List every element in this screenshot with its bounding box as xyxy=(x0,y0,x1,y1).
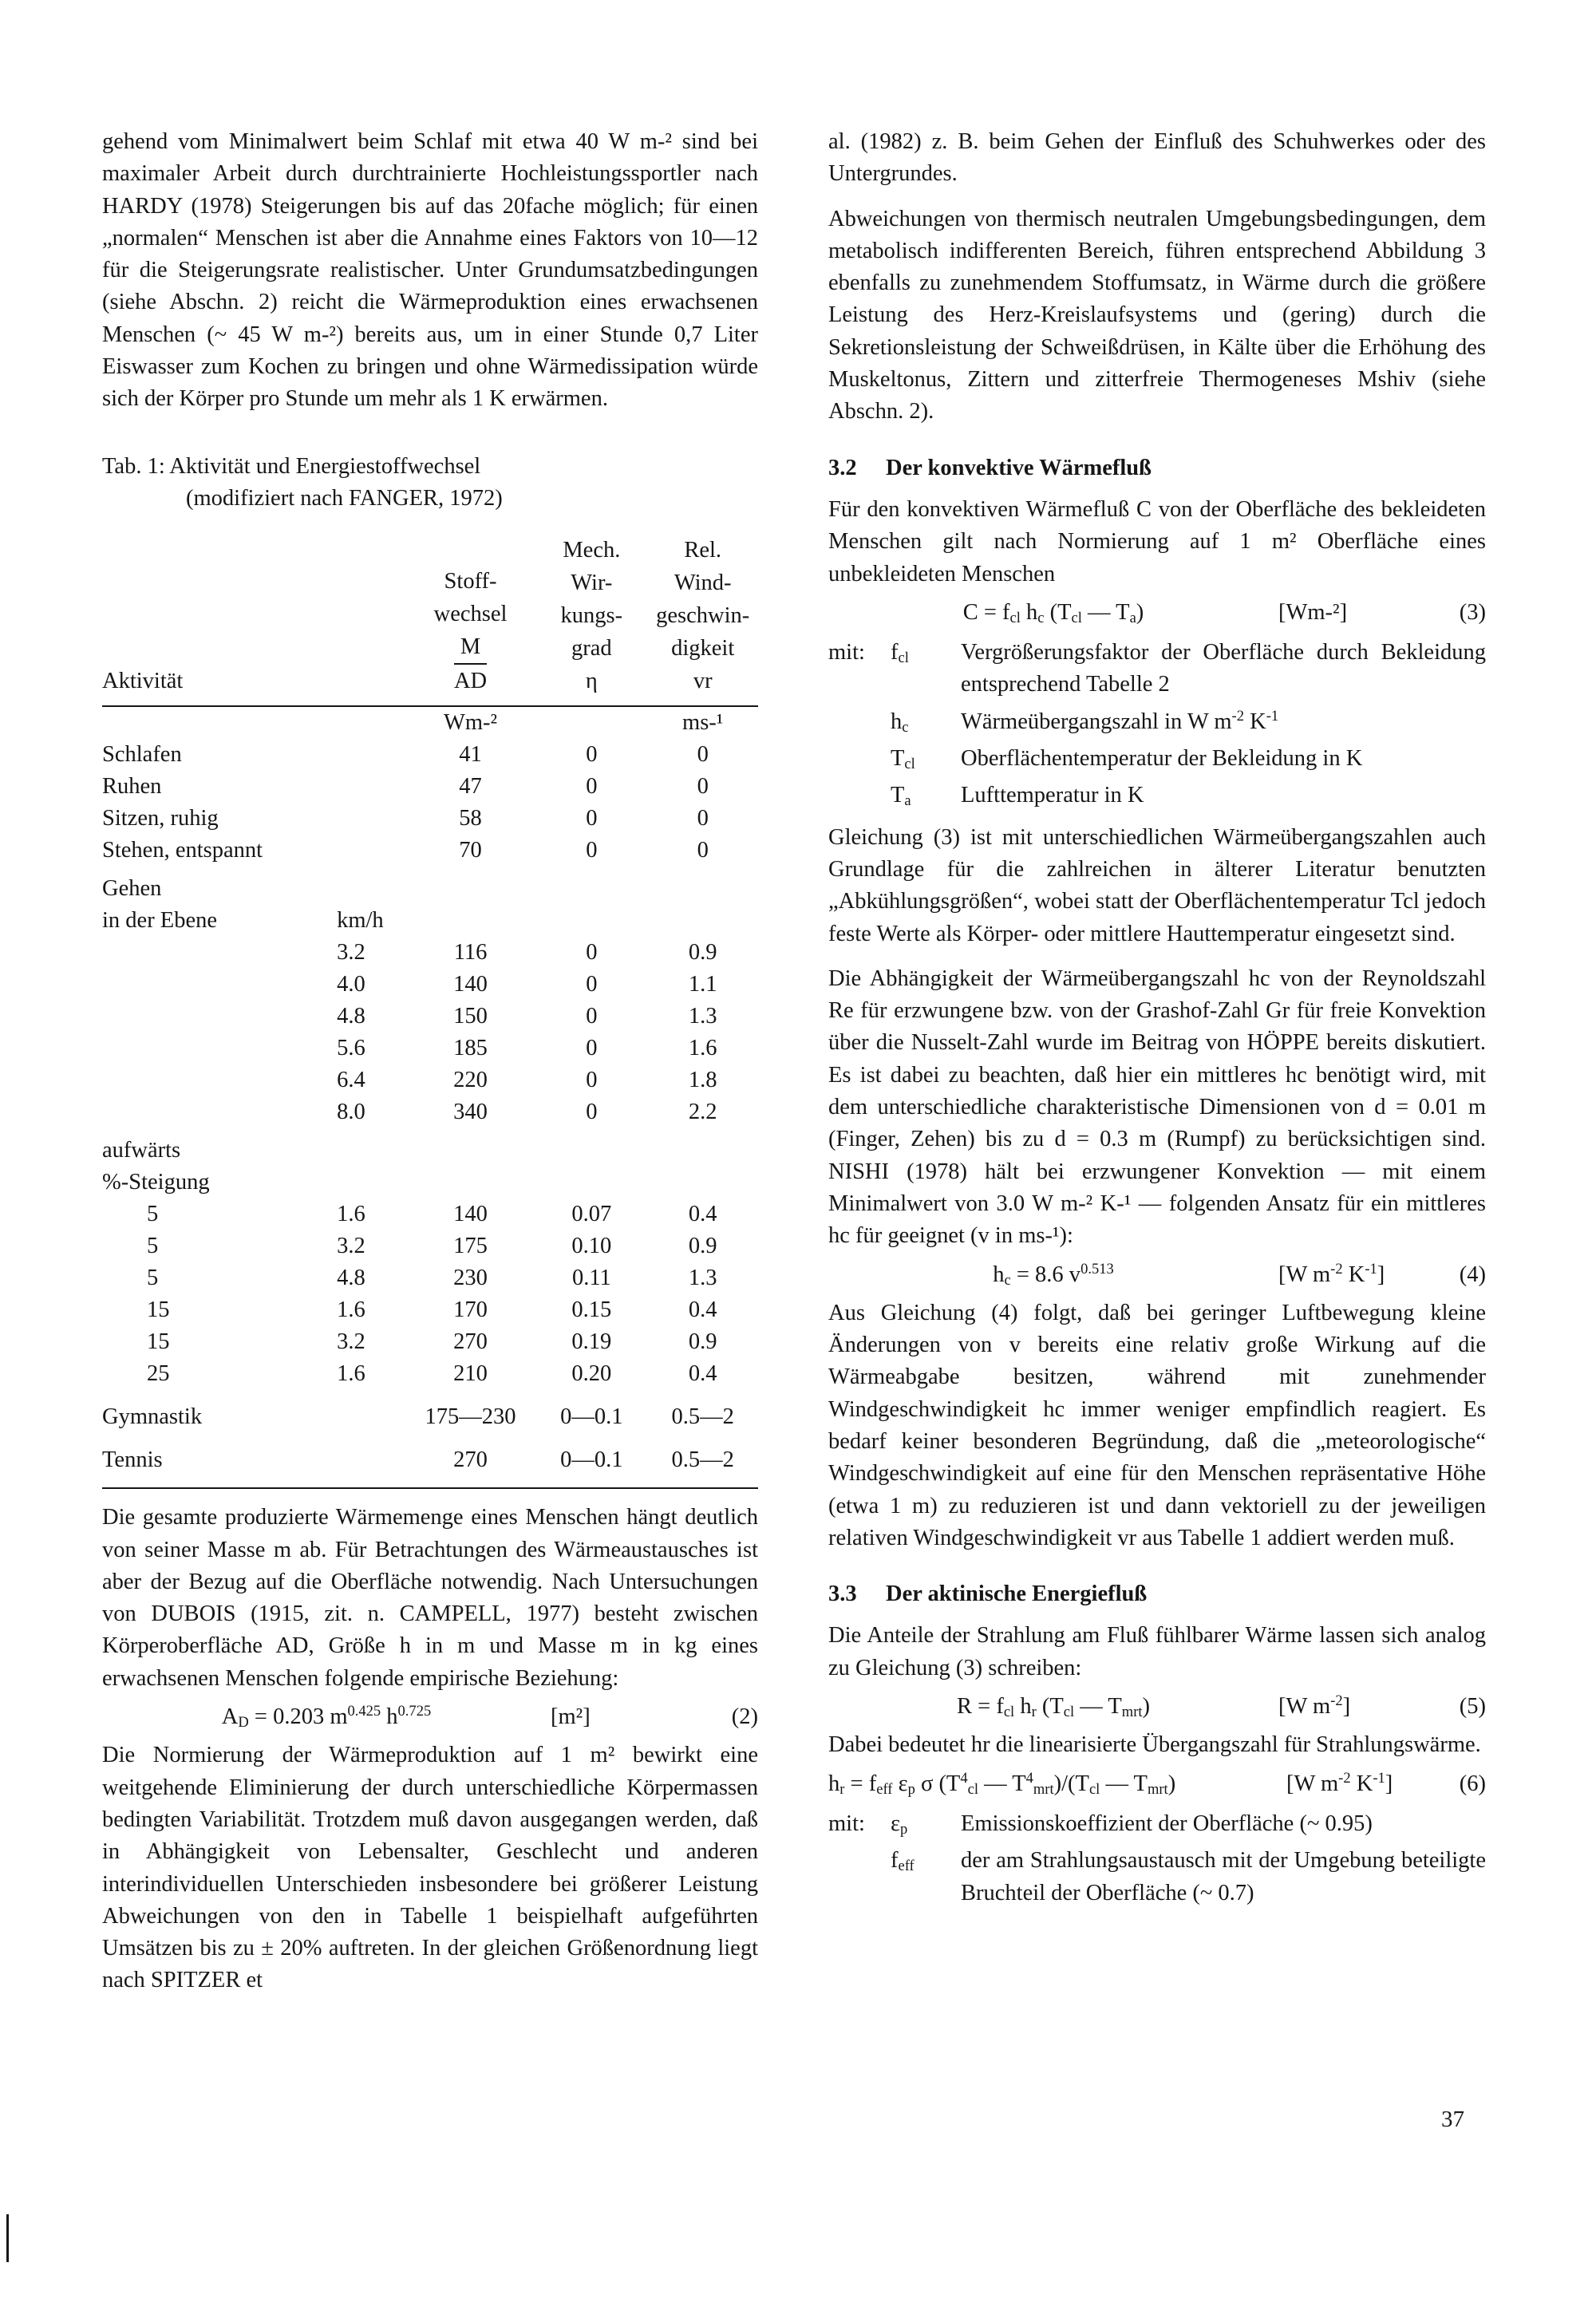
cell-wind-speed: 1.3 xyxy=(688,1266,717,1291)
cell-wind-speed: 1.8 xyxy=(688,1068,717,1093)
cell-efficiency: 0.10 xyxy=(571,1234,612,1259)
definition-item: $T_{cl}$ Oberflächentemperatur der Bekleidung in K xyxy=(891,746,1363,773)
cell-metabolic-rate xyxy=(405,905,536,937)
cell-speed: km/h xyxy=(337,908,384,934)
section-number-3-3: 3.3 xyxy=(828,1582,857,1607)
table-row xyxy=(102,905,758,937)
table-body xyxy=(102,739,758,1476)
cell-speed: 3.2 xyxy=(337,1329,365,1355)
cell-speed xyxy=(337,1128,405,1167)
table-row xyxy=(102,1262,758,1294)
table-row xyxy=(102,1167,758,1198)
cell-efficiency: 0 xyxy=(586,742,598,768)
cell-metabolic-rate: 340 xyxy=(453,1100,488,1125)
cell-speed xyxy=(337,867,405,905)
right-paragraph-6: Aus Gleichung (4) folgt, daß bei geringer Luftbewegung kleine Änderungen von v bereits eine relativ große Wirkung auf die Wärmeabgabe besitzen, während mit zunehmender Windgeschwindigkeit hc immer weniger empfindlich reagiert. Es bedarf keiner besonderen Begründung, daß die „meteorologische“ Windgeschwindigkeit auf eine für den Menschen repräsentative Höhe (etwa 1 m) zu reduzieren ist und dann vektoriell zu der jeweiligen relativen Windgeschwindigkeit vr aus Tabelle 1 addiert werden muß. xyxy=(828,1300,1486,1550)
cell-activity: Ruhen xyxy=(102,774,162,800)
table-row xyxy=(102,1230,758,1262)
cell-efficiency: 0 xyxy=(586,1100,598,1125)
cell-activity xyxy=(102,1033,337,1064)
equation-5-unit: [W $m^{-2}$] xyxy=(1278,1692,1351,1720)
unit-energy: Wm-² xyxy=(443,710,498,736)
section-title-3-2: Der konvektive Wärmefluß xyxy=(886,455,1152,480)
left-column xyxy=(102,126,758,1997)
cell-wind-speed: 1.6 xyxy=(688,1036,717,1061)
cell-activity: 25 xyxy=(147,1361,170,1387)
equation-4-number: (4) xyxy=(1459,1262,1486,1287)
cell-wind-speed: 0.4 xyxy=(688,1202,717,1227)
cell-metabolic-rate: 185 xyxy=(453,1036,488,1061)
cell-speed: 6.4 xyxy=(337,1068,365,1093)
cell-metabolic-rate: 270 xyxy=(453,1329,488,1355)
cell-activity xyxy=(102,969,337,1001)
definition-item: $h_c$ Wärmeübergangszahl in W $m^{-2}$ $K^{-1}$ xyxy=(891,707,1279,736)
equation-3-unit: [Wm-²] xyxy=(1278,599,1348,625)
cell-activity xyxy=(102,937,337,969)
cell-wind-speed xyxy=(647,1128,758,1167)
activity-table xyxy=(102,534,758,1476)
right-paragraph-7: Die Anteile der Strahlung am Fluß fühlbarer Wärme lassen sich analog zu Gleichung (3) schreiben: xyxy=(828,1623,1486,1680)
cell-metabolic-rate xyxy=(405,867,536,905)
cell-speed xyxy=(337,803,405,835)
cell-metabolic-rate: 140 xyxy=(453,1202,488,1227)
right-paragraph-8: Dabei bedeutet hr die linearisierte Übergangszahl für Strahlungswärme. xyxy=(828,1732,1481,1758)
definition-item: $f_{eff}$ der am Strahlungsaustausch mit der Umgebung beteiligte Bruchteil der Oberfläche (~ 0.7) xyxy=(891,1848,1486,1905)
cell-efficiency: 0 xyxy=(586,1068,598,1093)
cell-wind-speed: 1.3 xyxy=(688,1004,717,1029)
cell-efficiency: 0 xyxy=(586,806,598,831)
definition-item: mit: $\varepsilon_p$ Emissionskoeffizient der Oberfläche (~ 0.95) xyxy=(828,1811,1373,1838)
table-row xyxy=(102,969,758,1001)
cell-wind-speed xyxy=(647,1167,758,1198)
definitions-eq3 xyxy=(828,637,1486,811)
cell-activity: Tennis xyxy=(102,1447,163,1473)
table-row xyxy=(102,803,758,835)
cell-efficiency: 0 xyxy=(586,774,598,800)
cell-speed: 4.8 xyxy=(337,1266,365,1291)
cell-wind-speed xyxy=(647,905,758,937)
cell-efficiency: 0 xyxy=(586,972,598,997)
header-activity: Aktivität xyxy=(102,669,184,694)
cell-speed xyxy=(337,1390,405,1433)
table-caption-line-1: Tab. 1: Aktivität und Energiestoffwechsel xyxy=(102,453,481,479)
table-units-row xyxy=(102,706,758,739)
cell-efficiency xyxy=(535,905,647,937)
equation-5-formula: $R = f_{cl}$ $h_r$ ($T_{cl}$ — $T_{mrt}$) xyxy=(956,1694,1151,1721)
cell-metabolic-rate: 58 xyxy=(459,806,482,831)
section-number-3-2: 3.2 xyxy=(828,455,857,480)
cell-metabolic-rate: 170 xyxy=(453,1297,488,1323)
cell-metabolic-rate: 150 xyxy=(453,1004,488,1029)
unit-wind: ms-¹ xyxy=(682,710,724,736)
cell-wind-speed: 0.5—2 xyxy=(671,1404,734,1430)
cell-speed: 1.6 xyxy=(337,1361,365,1387)
cell-metabolic-rate: 270 xyxy=(453,1447,488,1473)
table-row xyxy=(102,771,758,803)
cell-activity: Gehen xyxy=(102,876,162,902)
cell-activity: Gymnastik xyxy=(102,1404,203,1430)
right-paragraph-3: Für den konvektiven Wärmefluß C von der Oberfläche des bekleideten Menschen gilt nach Normierung auf 1 m² Oberfläche eines unbekleideten Menschen xyxy=(828,496,1486,586)
cell-wind-speed: 0.4 xyxy=(688,1297,717,1323)
cell-speed xyxy=(337,835,405,867)
cell-metabolic-rate: 175—230 xyxy=(425,1404,516,1430)
equation-2-unit: [m²] xyxy=(551,1704,591,1730)
equation-2-formula: $A_D = 0.203$ $m^{0.425}$ $h^{0.725}$ xyxy=(221,1703,432,1732)
right-paragraph-1: al. (1982) z. B. beim Gehen der Einfluß des Schuhwerkes oder des Untergrundes. xyxy=(828,129,1486,187)
equation-5-number: (5) xyxy=(1459,1694,1486,1720)
cell-metabolic-rate: 116 xyxy=(453,940,488,966)
cell-activity: 15 xyxy=(147,1329,170,1355)
page-number: 37 xyxy=(1441,2107,1464,2132)
cell-activity: %-Steigung xyxy=(102,1170,210,1195)
equation-6-unit: [W $m^{-2}$ $K^{-1}$] xyxy=(1286,1769,1393,1796)
right-paragraph-2: Abweichungen von thermisch neutralen Umgebungsbedingungen, dem metabolisch indifferenten Bereich, führen entsprechend Abbildung 3 ebenfalls zu zunehmendem Stoffumsatz, in Wärme durch die größere Leistung des Herz-Kreislaufsystems und (gering) durch die Sekretionsleistung der Schweißdrüsen, in Kälte über die Erhöhung des Muskeltonus, Zittern und zitterfreie Thermogeneses Mshiv (siehe Abschn. 2). xyxy=(828,206,1486,425)
cell-activity: Schlafen xyxy=(102,742,182,768)
cell-speed xyxy=(337,1167,405,1198)
cell-wind-speed: 0 xyxy=(697,806,709,831)
table-row xyxy=(102,1001,758,1033)
left-paragraph-1: gehend vom Minimalwert beim Schlaf mit etwa 40 W m-² sind bei maximaler Arbeit durch durchtrainierte Hochleistungssportler nach HARDY (1978) Steigerungen bis auf das 20fache möglich; für einen „normalen“ Menschen ist aber die Annahme eines Faktors von 10—12 für die Steigerungsrate realistischer. Unter Grundumsatzbedingungen (siehe Abschn. 2) reicht die Wärmeproduktion eines erwachsenen Menschen (~ 45 W m-²) bereits aus, um in einer Stunde 0,7 Liter Eiswasser zum Kochen zu bringen und ohne Wärmedissipation würde sich der Körper pro Stunde um mehr als 1 K erwärmen. xyxy=(102,129,758,412)
table-header-row xyxy=(102,534,758,697)
cell-activity: 5 xyxy=(147,1234,159,1259)
equation-3-formula: $C = f_{cl}$ $h_c$ ($T_{cl}$ — $T_a$) xyxy=(962,599,1144,626)
cell-efficiency xyxy=(535,1128,647,1167)
cell-metabolic-rate xyxy=(405,1167,536,1198)
cell-wind-speed xyxy=(647,867,758,905)
section-heading-3-2 xyxy=(828,452,1486,484)
cell-activity: Stehen, entspannt xyxy=(102,838,263,863)
cell-metabolic-rate xyxy=(405,1128,536,1167)
right-column xyxy=(828,126,1486,1919)
left-paragraph-2: Die gesamte produzierte Wärmemenge eines Menschen hängt deutlich von seiner Masse m ab. Für Betrachtungen des Wärmeaustausches ist aber der Bezug auf die Oberfläche notwendig. Nach Untersuchungen von DUBOIS (1915, zit. n. CAMPELL, 1977) besteht zwischen Körperoberfläche AD, Größe h in m und Masse m in kg eines erwachsenen Menschen folgende empirische Beziehung: xyxy=(102,1505,758,1691)
equation-3-number: (3) xyxy=(1459,599,1486,625)
table-row xyxy=(102,1064,758,1096)
cell-activity xyxy=(102,1064,337,1096)
cell-metabolic-rate: 220 xyxy=(453,1068,488,1093)
header-wirkungsgrad: Mech. Wir- kungs- grad η xyxy=(560,538,623,694)
cell-speed: 3.2 xyxy=(337,1234,365,1259)
cell-wind-speed: 1.1 xyxy=(688,972,717,997)
equation-5 xyxy=(828,1691,1486,1723)
definition-item: $T_a$ Lufttemperatur in K xyxy=(891,783,1144,810)
margin-mark xyxy=(6,2214,9,2262)
header-stoffwechsel: Stoff- wechsel $\frac{M}{AD}$ xyxy=(405,534,536,697)
table-row xyxy=(102,739,758,771)
cell-speed: 1.6 xyxy=(337,1202,365,1227)
table-row xyxy=(102,1198,758,1230)
cell-wind-speed: 0 xyxy=(697,742,709,768)
cell-activity: 5 xyxy=(147,1266,159,1291)
cell-efficiency xyxy=(535,867,647,905)
cell-efficiency: 0—0.1 xyxy=(560,1447,623,1473)
cell-activity xyxy=(102,1096,337,1128)
cell-wind-speed: 0.9 xyxy=(688,1329,717,1355)
cell-speed: 8.0 xyxy=(337,1100,365,1125)
cell-wind-speed: 2.2 xyxy=(688,1100,717,1125)
equation-4 xyxy=(828,1259,1486,1291)
equation-6-number: (6) xyxy=(1459,1771,1486,1796)
cell-activity xyxy=(102,1001,337,1033)
cell-speed xyxy=(337,1433,405,1476)
table-caption xyxy=(102,451,758,515)
table-row xyxy=(102,1358,758,1390)
cell-metabolic-rate: 41 xyxy=(459,742,482,768)
section-title-3-3: Der aktinische Energiefluß xyxy=(886,1582,1148,1607)
cell-efficiency: 0.20 xyxy=(571,1361,612,1387)
table-end-rule xyxy=(102,1487,758,1489)
cell-activity: 5 xyxy=(147,1202,159,1227)
cell-wind-speed: 0.4 xyxy=(688,1361,717,1387)
cell-wind-speed: 0.9 xyxy=(688,1234,717,1259)
cell-efficiency: 0—0.1 xyxy=(560,1404,623,1430)
table-row xyxy=(102,1033,758,1064)
cell-efficiency: 0.19 xyxy=(571,1329,612,1355)
definition-item: mit: $f_{cl}$ Vergrößerungsfaktor der Oberfläche durch Bekleidung entsprechend Tabelle 2 xyxy=(828,640,1486,697)
equation-2 xyxy=(102,1701,758,1733)
cell-efficiency: 0.07 xyxy=(571,1202,612,1227)
cell-wind-speed: 0 xyxy=(697,838,709,863)
equation-6 xyxy=(828,1768,1486,1800)
cell-efficiency: 0.15 xyxy=(571,1297,612,1323)
cell-wind-speed: 0.5—2 xyxy=(671,1447,734,1473)
cell-activity: Sitzen, ruhig xyxy=(102,806,219,831)
table-row xyxy=(102,937,758,969)
table-row xyxy=(102,835,758,867)
cell-efficiency: 0 xyxy=(586,1004,598,1029)
table-row xyxy=(102,1096,758,1128)
cell-metabolic-rate: 47 xyxy=(459,774,482,800)
equation-2-number: (2) xyxy=(731,1704,758,1730)
cell-efficiency: 0 xyxy=(586,838,598,863)
equation-6-formula: $h_r = f_{eff}$ $\varepsilon_p$ σ ($T^4_{cl}$ — $T^4_{mrt})/(T_{cl}$ — $T_{mrt}$) xyxy=(828,1769,1176,1798)
table-row xyxy=(102,1128,758,1167)
table-row xyxy=(102,867,758,905)
table-header-rule xyxy=(102,697,758,706)
table-row xyxy=(102,1326,758,1358)
left-paragraph-3: Die Normierung der Wärmeproduktion auf 1 m² bewirkt eine weitgehende Eliminierung der durch unterschiedliche Körpermassen bedingten Variabilität. Trotzdem muß davon ausgegangen werden, daß in Abhängigkeit von Lebensalter, Geschlecht und anderen interindividuellen Unterschieden insbesondere bei größerer Leistung Abweichungen von den in Tabelle 1 beispielhaft aufgeführten Umsätzen bis zu ± 20% auftreten. In der gleichen Größenordnung liegt nach SPITZER et xyxy=(102,1743,758,1993)
section-heading-3-3 xyxy=(828,1578,1486,1610)
header-windgeschwindigkeit: Rel. Wind- geschwin- digkeit vr xyxy=(656,538,750,694)
cell-speed: 4.0 xyxy=(337,972,365,997)
table-row xyxy=(102,1294,758,1326)
cell-speed xyxy=(337,739,405,771)
equation-4-unit: [W $m^{-2}$ $K^{-1}$] xyxy=(1278,1260,1385,1287)
cell-wind-speed: 0 xyxy=(697,774,709,800)
equation-3 xyxy=(828,597,1486,629)
table-row xyxy=(102,1433,758,1476)
cell-activity: 15 xyxy=(147,1297,170,1323)
cell-speed: 3.2 xyxy=(337,940,365,966)
cell-speed xyxy=(337,771,405,803)
equation-4-formula: $h_c = 8.6$ $v^{0.513}$ xyxy=(993,1260,1114,1289)
cell-speed: 1.6 xyxy=(337,1297,365,1323)
table-caption-line-2: (modifiziert nach FANGER, 1972) xyxy=(186,485,503,511)
cell-metabolic-rate: 70 xyxy=(459,838,482,863)
cell-metabolic-rate: 230 xyxy=(453,1266,488,1291)
cell-metabolic-rate: 175 xyxy=(453,1234,488,1259)
cell-efficiency: 0 xyxy=(586,940,598,966)
cell-efficiency: 0 xyxy=(586,1036,598,1061)
right-paragraph-4: Gleichung (3) ist mit unterschiedlichen Wärmeübergangszahlen auch Grundlage für die zahlreichen in älterer Literatur benutzten „Abkühlungsgrößen“, wobei statt der Oberflächentemperatur Tcl jedoch feste Werte als Körper- oder mittlere Hauttemperatur eingesetzt sind. xyxy=(828,824,1486,946)
table-row xyxy=(102,1390,758,1433)
definitions-eq6 xyxy=(828,1808,1486,1909)
right-paragraph-5: Die Abhängigkeit der Wärmeübergangszahl hc von der Reynoldszahl Re für erzwungene bzw. von der Grashof-Zahl Gr für freie Konvektion über die Nusselt-Zahl wurde im Beitrag von HÖPPE bereits diskutiert. Es ist dabei zu beachten, daß hier ein mittleres hc benötigt wird, mit dem unterschiedliche charakteristische Dimensionen von d = 0.01 m (Finger, Zehen) bis zu d = 0.3 m (Rumpf) zu berücksichtigen sind. NISHI (1978) hält bei erzwungener Konvektion — mit einem Minimalwert von 3.0 W m-² K-¹ — folgenden Ansatz für ein mittleres hc für geeignet (v in ms-¹): xyxy=(828,966,1486,1249)
cell-metabolic-rate: 210 xyxy=(453,1361,488,1387)
cell-metabolic-rate: 140 xyxy=(453,972,488,997)
cell-efficiency xyxy=(535,1167,647,1198)
header-fraction: $\frac{M}{AD}$ xyxy=(454,630,487,697)
cell-speed: 4.8 xyxy=(337,1004,365,1029)
cell-efficiency: 0.11 xyxy=(571,1266,611,1291)
cell-activity: aufwärts xyxy=(102,1138,181,1163)
cell-activity: in der Ebene xyxy=(102,908,218,934)
cell-speed: 5.6 xyxy=(337,1036,365,1061)
cell-wind-speed: 0.9 xyxy=(688,940,717,966)
